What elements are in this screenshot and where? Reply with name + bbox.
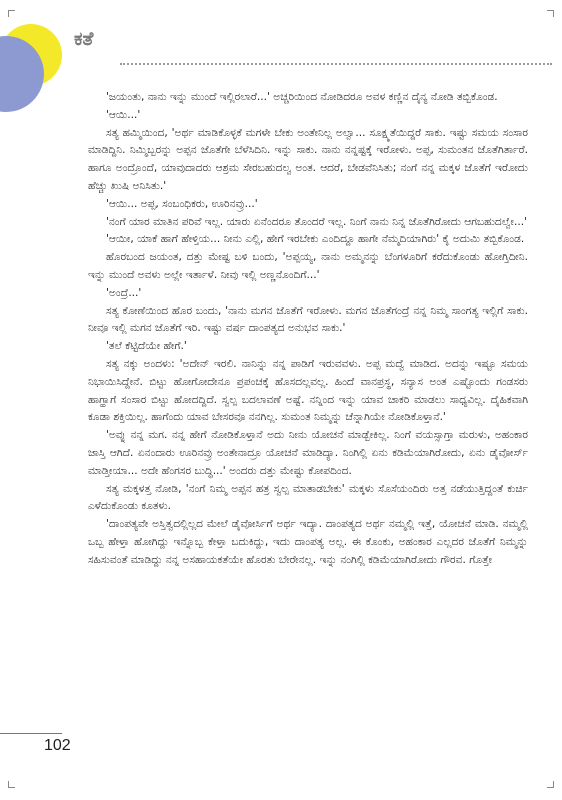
section-title: ಕತೆ	[74, 28, 94, 50]
paragraph: ಸತ್ಯ ಕೋಣೆಯಿಂದ ಹೊರ ಬಂದು, 'ನಾನು ಮಗನ ಜೊತೆಗೆ ಇರೋಳು. ಮಗನ ಜೊತೆಗಂದ್ರೆ ನನ್ನ ನಿಮ್ಮ ಸಾಂಗತ್ಯ ಇಲ್ಲಿಗೆ ಸಾಕು. ನೀವೂ ಇಲ್ಲಿ ಮಗನ ಜೊತೆಗೆ ಇರಿ. ಇಷ್ಟು ವರ್ಷ ದಾಂಪತ್ಯದ ಅನುಭವ ಸಾಕು.'	[88, 304, 528, 335]
crop-mark-top-left	[8, 10, 15, 17]
paragraph: 'ಆಯಿ... ಅಪ್ಪ, ಸಂಬಂಧಿಕರು, ಊರಿನವ್ರು...'	[106, 197, 258, 210]
paragraph: ಹೊರಬಂದ ಜಯಂತ, ದತ್ತು ಮೇಷ್ಟ ಬಳಿ ಬಂದು, 'ಅಪ್ಪಯ್ಯ, ನಾನು ಅಮ್ಮನನ್ನು ಬೆಂಗಳೂರಿಗೆ ಕರೆದುಕೊಂಡು ಹೋಗ್ತಿದೀನಿ. ಇನ್ನು ಮುಂದೆ ಅವಳು ಅಲ್ಲೇ ಇರ್ತಾಳೆ. ನೀವು ಇಲ್ಲಿ ಅಣ್ಣನೊಂದಿಗೆ...'	[88, 251, 528, 281]
paragraph: 'ನಂಗೆ ಯಾರ ಮಾತಿನ ಪರಿವೆ ಇಲ್ಲ. ಯಾರು ಏನೆಂದರೂ ತೊಂದರೆ ಇಲ್ಲ. ನಿಂಗೆ ನಾನು ನಿನ್ನ ಜೊತೆಗಿರೋದು ಆಗಬಹುದಲ್ವೇ...'	[106, 215, 527, 228]
crop-mark-top-right	[547, 10, 554, 17]
crop-mark-bottom-right	[547, 781, 554, 788]
paragraph: 'ಅಂದ್ರೆ...'	[106, 286, 142, 299]
paragraph: 'ಆಯಿ...'	[106, 108, 141, 121]
crop-mark-bottom-left	[8, 781, 15, 788]
paragraph: 'ತಲೆ ಕೆಟ್ಟಿದೆಯೇ ಹೇಗೆ.'	[106, 340, 187, 353]
paragraph: ಸತ್ಯ ಹಮ್ಮಿಯಿಂದ, 'ಅರ್ಥ ಮಾಡಿಕೊಳ್ಳಕೆ ಮಗಳೇ ಬೇಕು ಅಂತೇನಿಲ್ಲ ಅಲ್ವಾ... ಸೂಕ್ಷ್ಮತೆಯಿದ್ದರೆ ಸಾಕು. ಇಷ್ಟು ಸಮಯ ಸಂಸಾರ ಮಾಡಿದ್ದಿನಿ. ನಿಮ್ಮಿಬ್ಬರನ್ನು ಅಪ್ಪನ ಜೊತೆಗೇ ಬೆಳೆಸಿದಿನಿ. ಇನ್ನು ಸಾಕು. ನಾನು ನನ್ನಷ್ಟಕ್ಕೆ ಇರೋಳು. ಅಪ್ಪ, ಸುಮಂತನ ಜೊತೆಗಿರ್ತಾರೆ. ಹಾಗೂ ಅಂದ್ರೊಂದೆ, ಯಾವುದಾದರು ಆಶ್ರಮ ಸೇರಬಹುದಲ್ವ ಅಂತ. ಆದರೆ, ಬೇಡವೆನಿಸಿತು; ನಂಗೆ ನನ್ನ ಮಕ್ಕಳ ಜೊತೆಗೆ ಇರೋದು ಹೆಚ್ಚು ಖುಷಿ ಅನಿಸಿತು.'	[88, 126, 528, 192]
paragraph: 'ಅವ್ನು ನನ್ನ ಮಗ. ನನ್ನ ಹೇಗೆ ನೋಡಿಕೊಳ್ತಾನೆ ಅದು ನೀನು ಯೋಚನೆ ಮಾಡ್ಬೇಕಿಲ್ಲ. ನಿಂಗೆ ವಯಸ್ಸಾಗ್ತಾ ಮರುಳು, ಅಹಂಕಾರ ಜಾಸ್ತಿ ಆಗಿದೆ. ಏನಂದಾರು ಊರಿನವ್ರು ಅಂತೇನಾದ್ರೂ ಯೋಚನೆ ಮಾಡಿದ್ಯಾ. ನಿಂಗಿಲ್ಲಿ ಏನು ಕಡಿಮೆಯಾಗಿರೋದು, ಏನು ಡೈವೋರ್ಸ್ ಮಾಡ್ತೀಯಾ... ಅದೇ ಹೆಂಗಸರ ಬುದ್ಧಿ...' ಅಂದರು ದತ್ತು ಮೇಷ್ಟು ಕೋಪದಿಂದ.	[88, 429, 528, 477]
header-dotted-rule	[120, 63, 552, 65]
paragraph: ಸತ್ಯ ಮಕ್ಕಳತ್ತ ನೋಡಿ, 'ನಂಗೆ ನಿಮ್ಮ ಅಪ್ಪನ ಹತ್ರ ಸ್ವಲ್ಪ ಮಾತಾಡಬೇಕು' ಮಕ್ಕಳು ಸೊಸೆಯಂದಿರು ಅತ್ತ ನಡೆಯುತ್ತಿದ್ದಂತೆ ಕುರ್ಚಿ ಎಳೆದುಕೊಂಡು ಕೂತಳು.	[88, 482, 528, 513]
footer-rule	[0, 733, 62, 734]
page-number: 102	[44, 737, 71, 754]
paragraph: 'ದಾಂಪತ್ಯವೇ ಅಸ್ತಿತ್ವದಲ್ಲಿಲ್ಲದ ಮೇಲೆ ಡೈವೋರ್ಸಿಗೆ ಅರ್ಥ ಇದ್ಯಾ. ದಾಂಪತ್ಯದ ಅರ್ಥ ನಮ್ಮಲ್ಲಿ ಇತ್ತೆ, ಯೋಚನೆ ಮಾಡಿ. ನಮ್ಮಲ್ಲಿ ಒಬ್ಬ ಹೇಳ್ತಾ ಹೋಗಿದ್ದು ಇನ್ನೊಬ್ಬ ಕೇಳ್ತಾ ಬದುಕಿದ್ದು, ಇದು ದಾಂಪತ್ಯ ಅಲ್ಲ. ಈ ಕೊಂಕು, ಅಹಂಕಾರ ಎಲ್ಲದರ ಜೊತೆಗೆ ನಿಮ್ಮನ್ನು ಸಹಿಸುವಂತೆ ಮಾಡಿದ್ದು ನನ್ನ ಅಸಹಾಯಕತೆಯೇ ಹೊರತು ಬೇರೇನಲ್ಲ. ಇನ್ನು ನಂಗಿಲ್ಲಿ ಕಡಿಮೆಯಾಗಿರೋದು ಗೌರವ. ಗೊತ್ತೇ	[88, 518, 528, 566]
story-body	[88, 89, 528, 570]
paragraph: 'ಜಯಂತು, ನಾನು ಇನ್ನು ಮುಂದೆ ಇಲ್ಲಿರಲಾರೆ...' ಅಚ್ಚರಿಯಿಂದ ನೋಡಿದರೂ ಅವಳ ಕಣ್ಣಿನ ದೈನ್ಯ ನೋಡಿ ತಬ್ಬಿಕೊಂಡ.	[106, 91, 498, 103]
paragraph: ಸತ್ಯ ನಕ್ಕು ಅಂದಳು: 'ಅದೇನ್ ಇರಲಿ. ನಾನಿನ್ನು ನನ್ನ ಪಾಡಿಗೆ ಇರುವವಳು. ಅಪ್ಪ ಮದ್ವೆ ಮಾಡಿದ. ಅದನ್ನು ಇಷ್ಟೂ ಸಮಯ ನಿಭಾಯಿಸಿದ್ದೇನೆ. ಬಿಟ್ಟು ಹೋಗೋದೇನೂ ಪ್ರಪಂಚಕ್ಕೆ ಹೊಸದಲ್ಲವಲ್ಲ. ಹಿಂದೆ ವಾನಪ್ರಸ್ಥ, ಸನ್ಯಾಸ ಅಂತ ಎಷ್ಟೊಂದು ಗಂಡಸರು ಹಾಗ್ಹಾಗೆ ಸಂಸಾರ ಬಿಟ್ಟು ಹೋದದ್ದಿದೆ. ಸ್ವಲ್ಪ ಬದಲಾವಣೆ ಅಷ್ಟೆ. ನನ್ನಿಂದ ಇನ್ನು ಯಾವ ಚಾಕರಿ ಮಾಡಲು ಸಾಧ್ಯವಿಲ್ಲ. ದೈಹಿಕವಾಗಿ ಕೂಡಾ ಶಕ್ತಿಯಿಲ್ಲ. ಹಾಗೆಂದು ಯಾವ ಬೇಸರವೂ ನನಗಿಲ್ಲ. ಸುಮಂತ ನಿಮ್ಮನ್ನು ಚೆನ್ನಾಗಿಯೇ ನೋಡಿಕೊಳ್ತಾನೆ.'	[88, 357, 528, 424]
paragraph: 'ಆಯೀ, ಯಾಕೆ ಹಾಗೆ ಹೇಳ್ತಿಯ... ನೀನು ಎಲ್ಲಿ, ಹೇಗೆ ಇರಬೇಕು ಎಂದಿದ್ದೂ ಹಾಗೇ ನೆಮ್ಮದಿಯಾಗಿರು' ಕೈ ಅದುಮಿ ತಬ್ಬಿಕೊಂಡ.	[106, 233, 525, 246]
